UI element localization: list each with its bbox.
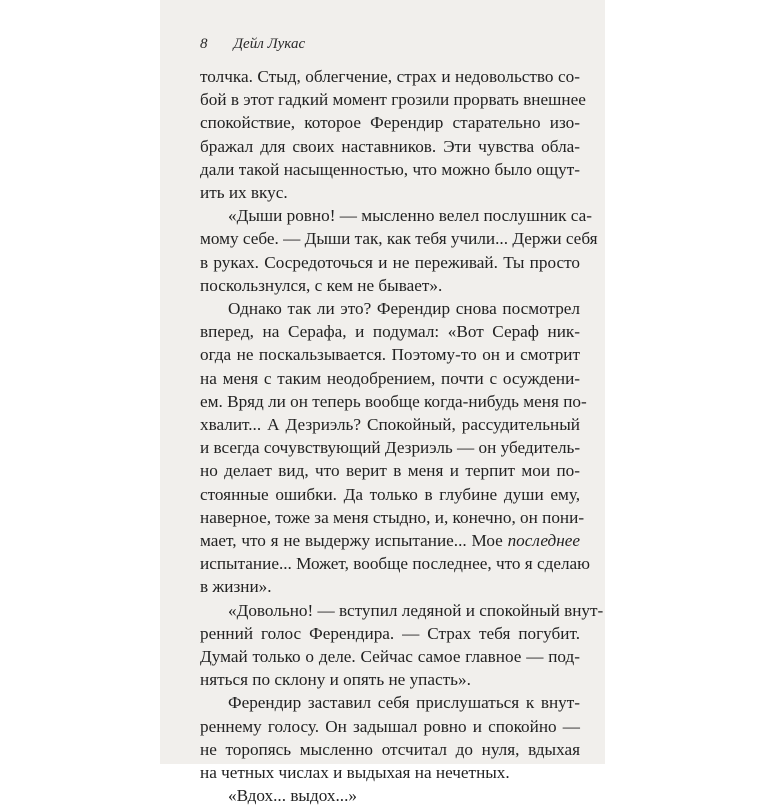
text-line: «Довольно! — вступил ледяной и спокойный внут- [228,600,604,620]
text-line: и всегда сочувствующий Дезриэль — он убедитель- [200,438,581,458]
text-line: наверное, тоже за меня стыдно, и, конечно, он пони- [200,507,585,527]
body-text [200,65,604,808]
text-line: бой в этот гадкий момент грозили прорвать внешнее [200,90,586,110]
text-line: ем. Вряд ли он теперь вообще когда-нибудь меня по- [200,391,587,411]
text-line: «Вдох... выдох...» [228,786,357,806]
text-line: Думай только о деле. Сейчас самое главное — под- [200,647,580,667]
text-line: реннему голосу. Он задышал ровно и спокойно — [200,716,580,736]
running-header [200,36,305,53]
text-line: испытание... Может, вообще последнее, что я сделаю [200,554,591,574]
text-line: поскользнулся, с кем не бывает». [200,275,443,295]
emphasis-word: последнее [507,531,580,551]
text-line: в руках. Сосредоточься и не переживай. Ты просто [200,252,580,272]
text-line-with-emphasis [200,529,580,552]
text-segment: мает, что я не выдержу испытание... Мое [200,531,503,551]
text-line: Ферендир заставил себя прислушаться к внут- [228,693,580,713]
text-line: в жизни». [200,577,272,597]
text-line: спокойствие, которое Ферендир старательно изо- [200,113,580,133]
text-line: толчка. Стыд, облегчение, страх и недовольство со- [200,67,580,86]
text-line: мому себе. — Дыши так, как тебя учили... Держи себя [200,229,598,249]
text-line: хвалит... А Дезриэль? Спокойный, рассудительный [200,415,580,435]
text-line: на четных числах и выдыхая на нечетных. [200,763,510,783]
text-line: не торопясь мысленно отсчитал до нуля, вдыхая [200,739,580,759]
text-line: ить их вкус. [200,183,288,203]
text-line: дали такой насыщенностью, что можно было ощут- [200,159,580,179]
text-line: стоянные ошибки. Да только в глубине души ему, [200,484,580,504]
text-line: вперед, на Серафа, и подумал: «Вот Сераф ник- [200,322,580,342]
page-number: 8 [200,36,208,52]
text-line: «Дыши ровно! — мысленно велел послушник са- [228,206,592,226]
running-title: Дейл Лукас [233,36,306,52]
text-line: но делает вид, что верит в меня и терпит мои по- [200,461,580,481]
text-line: ренний голос Ферендира. — Страх тебя погубит. [200,623,580,643]
text-line: Однако так ли это? Ферендир снова посмотрел [228,299,580,319]
text-line: няться по склону и опять не упасть». [200,670,471,690]
book-page [160,0,605,806]
text-line: бражал для своих наставников. Эти чувства обла- [200,136,580,156]
text-line: огда не поскальзывается. Поэтому-то он и смотрит [200,345,580,365]
text-line: на меня с таким неодобрением, почти с осуждени- [200,368,580,388]
